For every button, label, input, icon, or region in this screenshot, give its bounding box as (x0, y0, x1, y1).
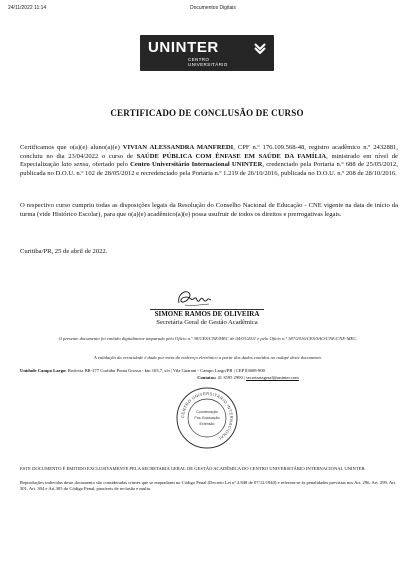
uninter-logo (140, 35, 274, 71)
footer-legal-warning: Reproduções indevidas deste documento são consideradas crimes que se enquadram no Código Penal (Decreto Lei nº 2.848 de 07/12/1940) e referem-se às penalidades previstas nos Art. 296, Art. 299, Art. 301, Art. 304 e Art.305 do Código Penal, passíveis de reclusão e multa. (20, 480, 397, 491)
contacts-line (118, 375, 378, 382)
digital-issuance-note: O presente documento foi emitido digitalmente amparado pelo Ofício n.º 38/CES/CNE/MEC de 04/03/2011 e pelo Ofício n.º 387/2016/CES/SAO/CNE/CNE-MEC. (58, 336, 358, 341)
institution-name: Centro Universitário Internacional UNINTER (130, 161, 263, 169)
p1-text-b: , CPF n.º 176.109.568-48, registro acadêmico n.º 2432881, concluiu no dia 23/04/2022 o curso de (20, 144, 398, 160)
campus-label: Unidade Campo Largo: (20, 368, 67, 373)
print-document-title: Documentos Digitais (190, 5, 236, 11)
p1-text-d: , ofertado pelo (88, 161, 131, 169)
certificate-title: CERTIFICADO DE CONCLUSÃO DE CURSO (110, 108, 304, 118)
seal-ring-text: CENTRO UNIVERSITÁRIO INTERNACIONAL (179, 390, 235, 442)
logo-subtitle (188, 57, 228, 67)
logo-name: UNINTER (148, 39, 219, 56)
seal-line-2: Pós-Graduação (194, 416, 220, 420)
contact-email-link[interactable]: secretariageral@uninter.com (245, 375, 299, 380)
certificate-paragraph-1 (20, 144, 398, 178)
logo-subtitle-line1: CENTRO (188, 57, 210, 62)
campus-address-text: Rodovia BR-277 Curitiba Ponta Grossa - km 103,7, s/n | Vila Guarani - Campo Largo/PR | CEP 83608-900 (66, 368, 265, 373)
course-name: SAÚDE PÚBLICA COM ÊNFASE EM SAÚDE DA FAMÍLIA (136, 152, 327, 160)
handwritten-signature (175, 285, 215, 311)
lato-sensu: lato sensu (61, 161, 89, 169)
signatory-name: SIMONE RAMOS DE OLIVEIRA (154, 310, 260, 318)
validation-note: A validação da veracidade é dada por meio do endereço eletrônico a partir dos dados contidos no rodapé deste documento. (93, 355, 323, 360)
seal-line-3: Extensão (199, 422, 215, 426)
institutional-seal-stamp (175, 386, 239, 450)
seal-line-1: Coordenação (196, 410, 218, 414)
print-datetime: 24/11/2022 11:14 (8, 5, 47, 11)
footer-disclaimer: ESTE DOCUMENTO É EMITIDO EXCLUSIVAMENTE PELA SECRETARIA GERAL DE GESTÃO ACADÊMICA DO CENTRO UNIVERSITÁRIO INTERNACIONAL UNINTER. (20, 466, 366, 471)
signatory-role: Secretária Geral de Gestão Acadêmica (156, 319, 258, 326)
logo-mark-icon (254, 42, 266, 54)
certificate-paragraph-2: O respectivo curso cumpriu todas as disposições legais da Resolução do Conselho Nacional de Educação - CNE vigente na data de início da turma (vide Histórico Escolar), para que o(a)(e) acadêmico(a)(e) possa usufruir de todos os direitos e prerrogativas legais. (20, 202, 398, 218)
contacts-label: Contatos: (197, 375, 217, 380)
student-name: VIVIAN ALESSANDRA MANFREDI (122, 144, 234, 151)
p1-text-a: Certificamos que o(a)(e) aluno(a)(e) (20, 144, 123, 151)
campus-address (20, 368, 400, 375)
contacts-phone: 41 3595 2900 | (216, 375, 246, 380)
p1-text-e: , credenciado pela Portaria n.º 688 de 25/05/2012, publicada no D.O.U. n.º 102 de 28/05/2012 e recredenciado pela Portaria n.º 1.219 de 26/10/2016, publicada no D.O.U. n.º 208 de 28/10/2016. (20, 161, 398, 177)
certificate-place-date: Curitiba/PR, 25 de abril de 2022. (20, 248, 108, 255)
logo-subtitle-line2: UNIVERSITÁRIO (188, 62, 228, 67)
p1-text-c: , ministrado em nível de Especialização (20, 152, 398, 169)
